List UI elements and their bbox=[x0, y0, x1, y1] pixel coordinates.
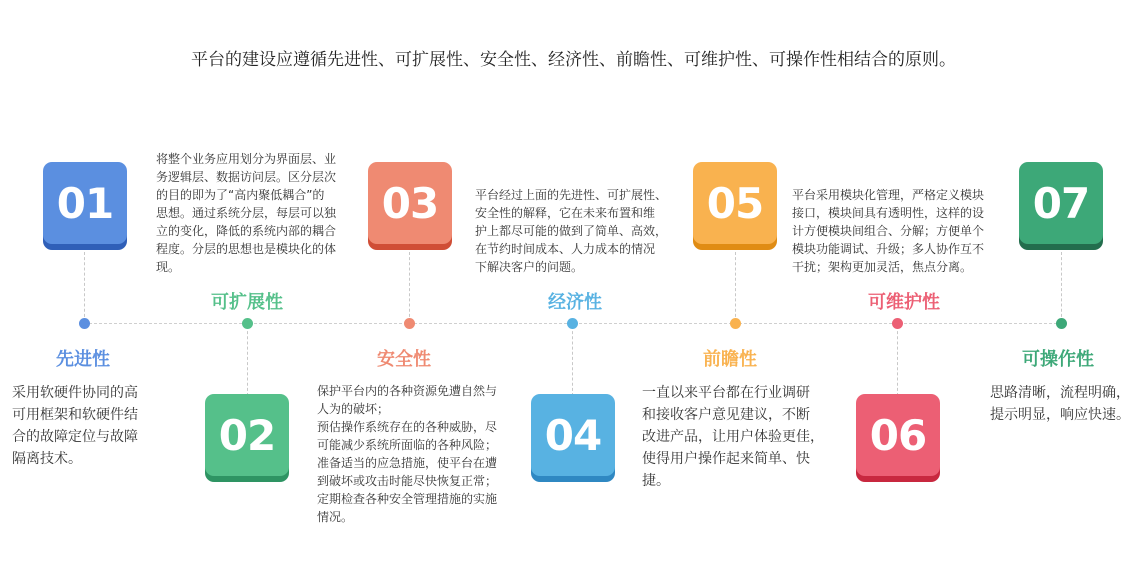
desc-02: 将整个业务应用划分为界面层、业 务逻辑层、数据访问层。区分层次 的目的即为了“高内聚低耦合”的 思想。通过系统分层，每层可以独 立的变化，降低的系统内部的耦合 程度。分层的思想也是模块化的体 现。 bbox=[156, 152, 337, 274]
connector-04 bbox=[572, 326, 573, 396]
timeline-dot-02 bbox=[242, 318, 253, 329]
connector-01 bbox=[84, 252, 85, 322]
timeline-dot-05 bbox=[730, 318, 741, 329]
badge-07: 07 bbox=[1019, 162, 1103, 244]
timeline-dot-06 bbox=[892, 318, 903, 329]
desc-04: 平台经过上面的先进性、可扩展性、 安全性的解释，它在未来布置和维 护上都尽可能的做到了简单、高效， 在节约时间成本、人力成本的情况 下解决客户的问题。 bbox=[475, 188, 668, 274]
connector-03 bbox=[409, 252, 410, 322]
badge-06: 06 bbox=[856, 394, 940, 476]
title-03: 安全性 bbox=[377, 349, 431, 370]
title-04: 经济性 bbox=[548, 292, 602, 313]
badge-04: 04 bbox=[531, 394, 615, 476]
title-02: 可扩展性 bbox=[211, 292, 283, 313]
title-05: 前瞻性 bbox=[703, 349, 757, 370]
desc-01: 采用软硬件协同的高 可用框架和软硬件结 合的故障定位与故障 隔离技术。 bbox=[12, 385, 138, 467]
badge-05: 05 bbox=[693, 162, 777, 244]
connector-05 bbox=[735, 252, 736, 322]
title-07: 可操作性 bbox=[1022, 349, 1094, 370]
timeline-dot-03 bbox=[404, 318, 415, 329]
desc-07: 思路清晰，流程明确， 提示明显，响应快速。 bbox=[990, 385, 1130, 423]
timeline-dot-04 bbox=[567, 318, 578, 329]
connector-06 bbox=[897, 326, 898, 396]
title-01: 先进性 bbox=[56, 349, 110, 370]
badge-03: 03 bbox=[368, 162, 452, 244]
desc-05: 一直以来平台都在行业调研 和接收客户意见建议，不断 改进产品，让用户体验更佳， 使得用户操作起来简单、快 捷。 bbox=[642, 385, 824, 489]
badge-01: 01 bbox=[43, 162, 127, 244]
connector-02 bbox=[247, 326, 248, 396]
desc-03: 保护平台内的各种资源免遭自然与 人为的破坏； 预估操作系统存在的各种威胁，尽 可能减少系统所面临的各种风险； 准备适当的应急措施，使平台在遭 到破坏或攻击时能尽快恢复正常； 定期检查各种安全管理措施的实施 情况。 bbox=[317, 384, 498, 524]
connector-07 bbox=[1061, 252, 1062, 322]
desc-06: 平台采用模块化管理，严格定义模块 接口，模块间具有透明性，这样的设 计方便模块间组合、分解；方便单个 模块功能调试、升级；多人协作互不 干扰；架构更加灵活，焦点分离。 bbox=[792, 188, 985, 274]
timeline-dot-07 bbox=[1056, 318, 1067, 329]
timeline-dot-01 bbox=[79, 318, 90, 329]
page-heading: 平台的建设应遵循先进性、可扩展性、安全性、经济性、前瞻性、可维护性、可操作性相结合的原则。 bbox=[191, 50, 956, 70]
badge-02: 02 bbox=[205, 394, 289, 476]
title-06: 可维护性 bbox=[868, 292, 940, 313]
